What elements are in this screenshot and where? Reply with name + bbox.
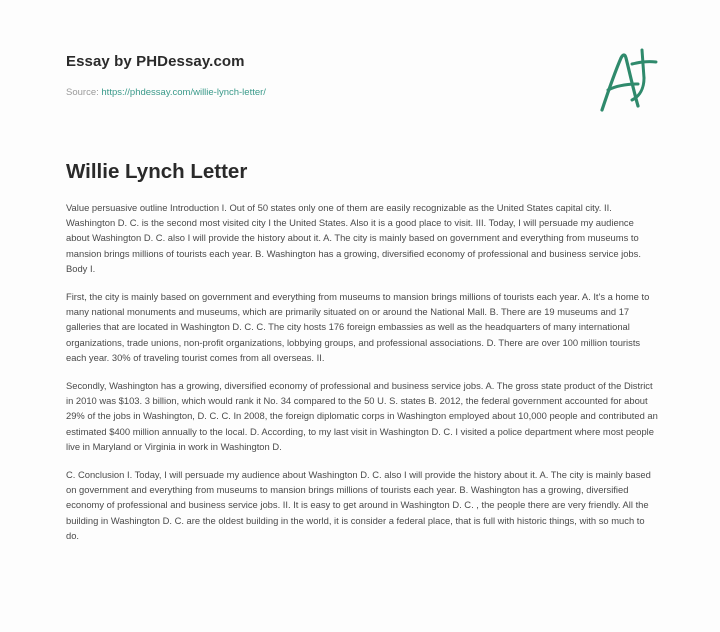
a-plus-logo-icon xyxy=(594,44,658,118)
source-label: Source: xyxy=(66,87,102,98)
essay-title: Willie Lynch Letter xyxy=(66,160,248,183)
page-header xyxy=(66,0,654,140)
source-link[interactable]: https://phdessay.com/willie-lynch-letter/ xyxy=(101,87,266,98)
essay-paragraph: First, the city is mainly based on government and everything from museums to mansion brings millions of tourists each year. A. It's a home to many national monuments and museums, which are primarily situated on or around the National Mall. B. There are 19 museums and 17 galleries that are located in Washington D. C. C. The city hosts 176 foreign embassies as well as the headquarters of many international organizations, trade unions, non-profit organizations, lobbying groups, and professional associations. D. There are over 100 million tourists each year. 30% of traveling tourist comes from all overseas. II. xyxy=(66,291,650,363)
source-line xyxy=(66,87,266,98)
essay-paragraph: Secondly, Washington has a growing, diversified economy of professional and business service jobs. A. The gross state product of the District in 2010 was $103. 3 billion, which would rank it No. 34 compared to the 50 U. S. states B. 2012, the federal government accounted for about 29% of the jobs in Washington, D. C. C. In 2008, the foreign diplomatic corps in Washington employed about 10,000 people and contributed an estimated $400 million annually to the local. D. According, to my last visit in Washington D. C. I visited a police department where most people live in Maryland or Virginia in work in Washington D. xyxy=(66,380,658,452)
essay-paragraph: C. Conclusion I. Today, I will persuade my audience about Washington D. C. also I will provide the history about it. A. The city is mainly based on government and everything from museums to mansion brings millions of tourists each year. B. Washington has a growing, diversified economy of professional and business service jobs. II. It is easy to get around in Washington D. C. , the people there are very friendly. All the building in Washington D. C. are the oldest building in the world, it is consider a federal place, that is full with historic things, with so much to do. xyxy=(66,469,651,541)
brand-name: Essay by PHDessay.com xyxy=(66,53,245,70)
essay-body xyxy=(66,200,658,556)
essay-paragraph: Value persuasive outline Introduction I. Out of 50 states only one of them are easily recognizable as the United States capital city. II. Washington D. C. is the second most visited city I the United States. Also it is a good place to visit. III. Today, I will persuade my audience about Washington D. C. also I will provide the history about it. A. The city is mainly based on government and everything from museums to mansion brings millions of tourists each year. B. Washington has a growing, diversified economy of professional and business service jobs. Body I. xyxy=(66,202,641,274)
